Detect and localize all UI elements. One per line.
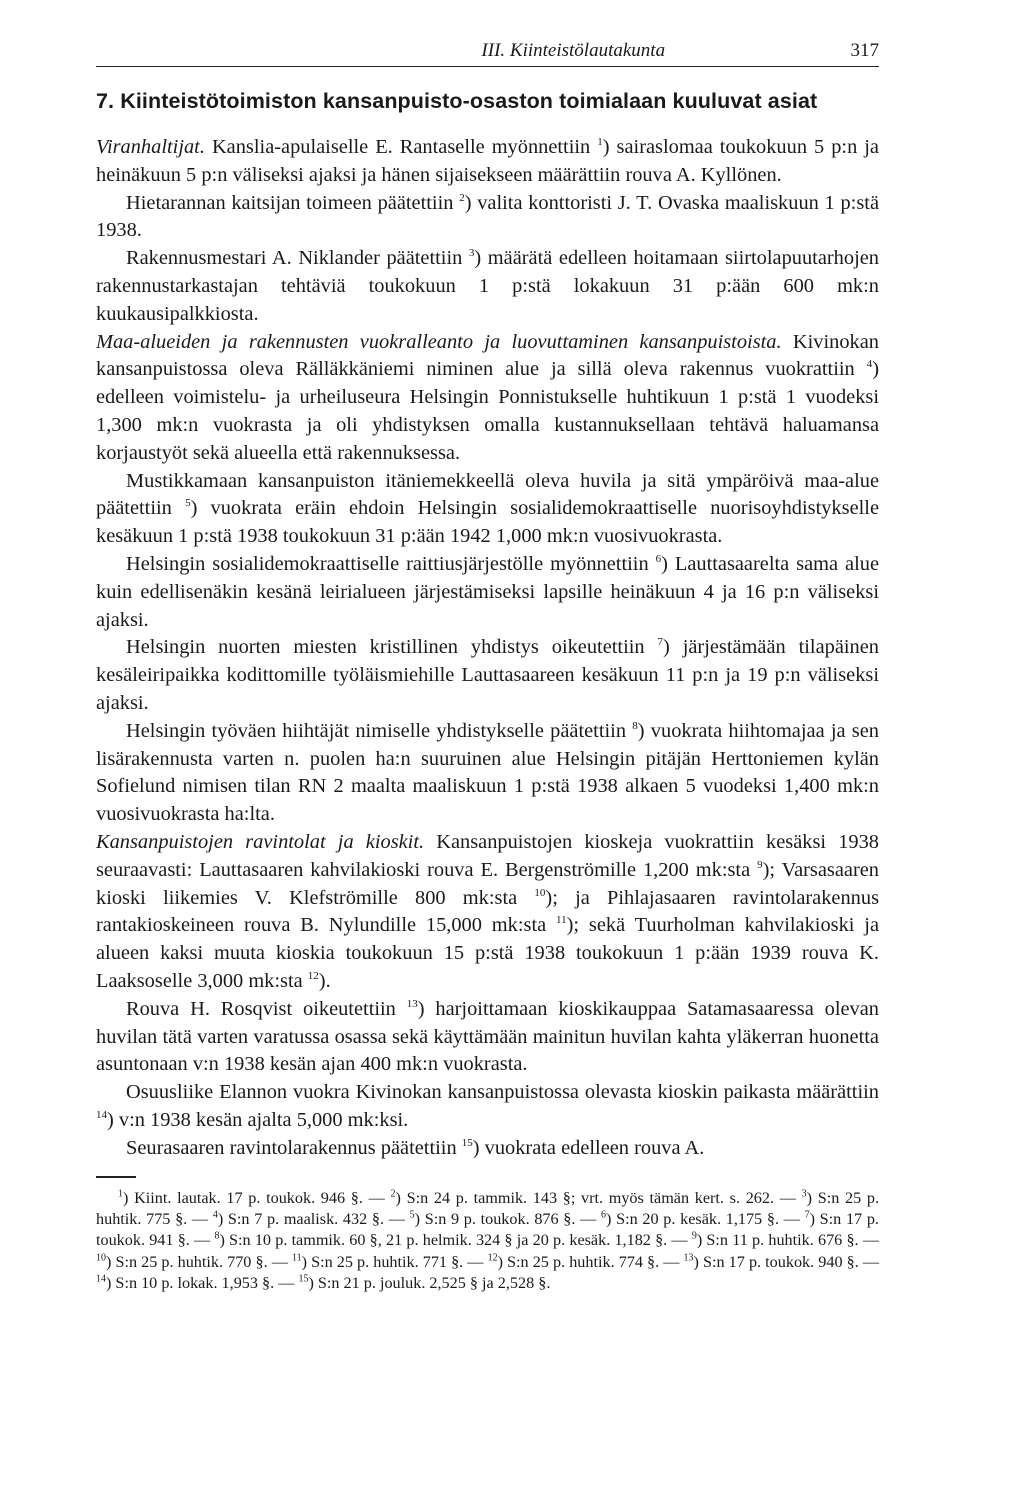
footnote-marker: 13 (406, 997, 418, 1010)
footnote-number: 8 (214, 1231, 220, 1243)
footnote-number: 12 (487, 1252, 498, 1264)
paragraph-text: Helsingin työväen hiihtäjät nimiselle yhdistykselle päätettiin (126, 719, 633, 742)
section-title: 7. Kiinteistötoimiston kansanpuisto-osaston toimialaan kuuluvat asiat (96, 89, 818, 113)
paragraph-text: ) v:n 1938 kesän ajalta 5,000 mk:ksi. (107, 1108, 409, 1131)
paragraph-text: Kivinokan kansanpuistossa oleva Rälläkkäniemi niminen alue ja sillä oleva rakennus vuokrattiin (96, 330, 879, 381)
footnote-marker: 1 (597, 136, 603, 149)
footnote-text: ) S:n 17 p. toukok. 941 §. — (96, 1210, 879, 1250)
paragraph-ravintolat (96, 829, 879, 996)
paragraph-nmky (96, 634, 879, 717)
footnote-marker: 4 (866, 358, 873, 371)
paragraph-text: Kanslia-apulaiselle E. Rantaselle myönnettiin (204, 136, 598, 158)
paragraph-heading: Viranhaltijat. (96, 136, 205, 158)
footnote-text: ) S:n 21 p. jouluk. 2,525 § ja 2,528 §. (308, 1274, 551, 1293)
paragraph-text: ). (318, 969, 331, 992)
paragraph-rakennusmestari (96, 245, 879, 328)
paragraph-seurasaari (96, 1135, 879, 1163)
footnote-marker: 10 (534, 886, 546, 899)
footnote-text: ) Kiint. lautak. 17 p. toukok. 946 §. — (123, 1188, 391, 1207)
footnote-number: 3 (801, 1188, 807, 1200)
footnote-marker: 8 (632, 719, 638, 732)
paragraph-text: ); ja Pihlajasaaren ravintolarakennus rantakioskeineen rouva B. Nylundille 15,000 mk:sta (96, 886, 880, 937)
paragraph-hietaranta (96, 190, 879, 246)
footnote-text: ) S:n 10 p. tammik. 60 §, 21 p. helmik. 324 § ja 20 p. kesäk. 1,182 §. — (219, 1231, 692, 1250)
footnote-text: ) S:n 25 p. huhtik. 774 §. — (497, 1252, 684, 1271)
paragraph-text: Hietarannan kaitsijan toimeen päätettiin (126, 191, 460, 214)
paragraph-text: ); Varsasaaren kioski liikemies V. Klefströmille 800 mk:sta (96, 858, 879, 909)
paragraph-text: ) harjoittamaan kioskikauppaa Satamasaaressa olevan huvilan tätä varten varatussa osassa sekä käyttämään mainitun huvilan kahta yläkerran huonetta asuntonaan v:n 1938 kesän ajan 400 mk:n vuokrasta. (96, 997, 879, 1076)
footnote-number: 10 (96, 1252, 106, 1264)
paragraph-text: Osuusliike Elannon vuokra Kivinokan kansanpuistossa olevasta kioskin paikasta määrättiin (126, 1081, 879, 1104)
footnote-number: 9 (691, 1231, 697, 1243)
footnote-number: 1 (118, 1188, 123, 1200)
paragraph-text: Helsingin nuorten miesten kristillinen yhdistys oikeutettiin (126, 636, 658, 659)
footnote-number: 14 (96, 1273, 106, 1285)
paragraph-mustikkamaa (96, 468, 879, 551)
paragraph-text: Mustikkamaan kansanpuiston itäniemekkeellä oleva huvila ja sitä ympäröivä maa-alue päätettiin (96, 469, 879, 520)
footnote-number: 2 (390, 1188, 396, 1200)
paragraph-rosqvist (96, 996, 879, 1079)
paragraph-maa-alueet (96, 329, 879, 468)
page-number: 317 (850, 40, 879, 61)
footnote-marker: 14 (96, 1109, 107, 1122)
footnote-marker: 11 (556, 914, 567, 927)
footnote-text: ) S:n 10 p. lokak. 1,953 §. — (106, 1274, 299, 1293)
footnote-marker: 5 (185, 497, 191, 510)
running-header (96, 40, 879, 67)
paragraph-viranhaltijat (96, 134, 879, 190)
footnote-number: 15 (298, 1273, 309, 1285)
body-text (96, 134, 879, 1162)
paragraph-elanto (96, 1079, 879, 1135)
paragraph-heading: Maa-alueiden ja rakennusten vuokralleanto ja luovuttaminen kansanpuistoista. (96, 330, 782, 353)
footnote-text: ) S:n 24 p. tammik. 143 §; vrt. myös tämän kert. s. 262. — (395, 1188, 802, 1207)
footnote-number: 5 (409, 1209, 415, 1221)
footnote-text: ) S:n 11 p. huhtik. 676 §. — (696, 1231, 879, 1250)
footnote-text: ) S:n 20 p. kesäk. 1,175 §. — (606, 1210, 805, 1229)
footnote-text: ) S:n 25 p. huhtik. 771 §. — (301, 1252, 488, 1271)
footnote-marker: 6 (655, 553, 662, 566)
paragraph-text: Kansanpuistojen kioskeja vuokrattiin kesäksi 1938 seuraavasti: Lauttasaaren kahvilakioski rouva E. Bergenströmille 1,200 mk:sta (96, 830, 879, 881)
footnote-number: 13 (683, 1252, 694, 1264)
paragraph-text: Rouva H. Rosqvist oikeutettiin (126, 997, 407, 1020)
paragraph-text: Helsingin sosialidemokraattiselle raittiusjärjestölle myönnettiin (126, 552, 656, 575)
footnote-text: ) S:n 25 p. huhtik. 770 §. — (106, 1252, 292, 1271)
footnote-marker: 15 (461, 1136, 473, 1149)
footnote-divider (96, 1176, 136, 1177)
running-title: III. Kiinteistölautakunta (481, 40, 666, 61)
footnote-marker: 7 (657, 636, 664, 649)
footnote-number: 4 (212, 1209, 218, 1221)
footnotes (96, 1188, 879, 1295)
paragraph-hiihtajat (96, 718, 879, 829)
document-page (96, 40, 879, 1295)
paragraph-text: ) sairaslomaa toukokuun 5 p:n ja heinäkuun 5 p:n väliseksi ajaksi ja hänen sijaisekseen määrättiin rouva A. Kyllönen. (96, 136, 879, 186)
paragraph-text: Seurasaaren ravintolarakennus päätettiin (126, 1136, 462, 1159)
paragraph-heading: Kansanpuistojen ravintolat ja kioskit. (96, 830, 425, 853)
footnote-number: 11 (291, 1252, 302, 1264)
paragraph-text: ) vuokrata eräin ehdoin Helsingin sosialidemokraattiselle nuorisoyhdistykselle kesäkuun 1 p:stä 1938 toukokuun 31 p:ään 1942 1,000 mk:n vuosivuokrasta. (96, 497, 879, 548)
footnote-number: 6 (601, 1209, 607, 1221)
paragraph-text: Rakennusmestari A. Niklander päätettiin (126, 247, 469, 270)
footnote-marker: 3 (468, 247, 475, 260)
footnote-marker: 9 (757, 858, 763, 871)
paragraph-text: ) järjestämään tilapäinen kesäleiripaikka kodittomille työläismiehille Lauttasaareen kesäkuun 11 p:n ja 19 p:n väliseksi ajaksi. (96, 636, 879, 714)
paragraph-raittiusjarjesto (96, 551, 879, 634)
footnote-text: ) S:n 25 p. huhtik. 775 §. — (96, 1188, 879, 1229)
footnote-text: ) S:n 17 p. toukok. 940 §. — (693, 1252, 880, 1271)
paragraph-text: ) valita konttoristi J. T. Ovaska maaliskuun 1 p:stä 1938. (96, 191, 879, 242)
paragraph-text: ) määrätä edelleen hoitamaan siirtolapuutarhojen rakennustarkastajan tehtäviä toukokuun 1 p:stä lokakuun 31 p:ään 600 mk:n kuukausipalkkiosta. (96, 247, 879, 325)
paragraph-text: ) Lauttasaarelta sama alue kuin edellisenäkin kesänä leirialueen järjestämiseksi lapsille heinäkuun 4 ja 16 p:n väliseksi ajaksi. (96, 552, 880, 631)
paragraph-text: ) edelleen voimistelu- ja urheiluseura Helsingin Ponnistukselle huhtikuun 1 p:stä 1 vuodeksi 1,300 mk:n vuokrasta ja oli yhdistyksen omalla kustannuksellaan tehtävä haluamansa korjaustyöt sekä alueella että rakennuksessa. (96, 358, 879, 464)
footnote-number: 7 (804, 1209, 810, 1221)
footnote-text: ) S:n 9 p. toukok. 876 §. — (414, 1210, 602, 1229)
paragraph-text: ) vuokrata edelleen rouva A. (472, 1136, 705, 1159)
paragraph-text: ) vuokrata hiihtomajaa ja sen lisärakennusta varten n. puolen ha:n suuruinen alue Helsingin pitäjän Herttoniemen kylän Sofielund nimisen tilan RN 2 maalta maaliskuun 1 p:stä 1938 alkaen 5 vuodeksi 1,400 mk:n vuosivuokrasta ha:lta. (96, 719, 879, 826)
footnote-marker: 12 (307, 970, 319, 983)
footnote-marker: 2 (459, 191, 465, 204)
paragraph-text: ); sekä Tuurholman kahvilakioski ja alueen kaksi muuta kioskia toukokuun 15 p:stä 1938 toukokuun 1 p:ään 1939 rouva K. Laaksoselle 3,000 mk:sta (96, 914, 879, 992)
footnote-text: ) S:n 7 p. maalisk. 432 §. — (217, 1210, 410, 1229)
